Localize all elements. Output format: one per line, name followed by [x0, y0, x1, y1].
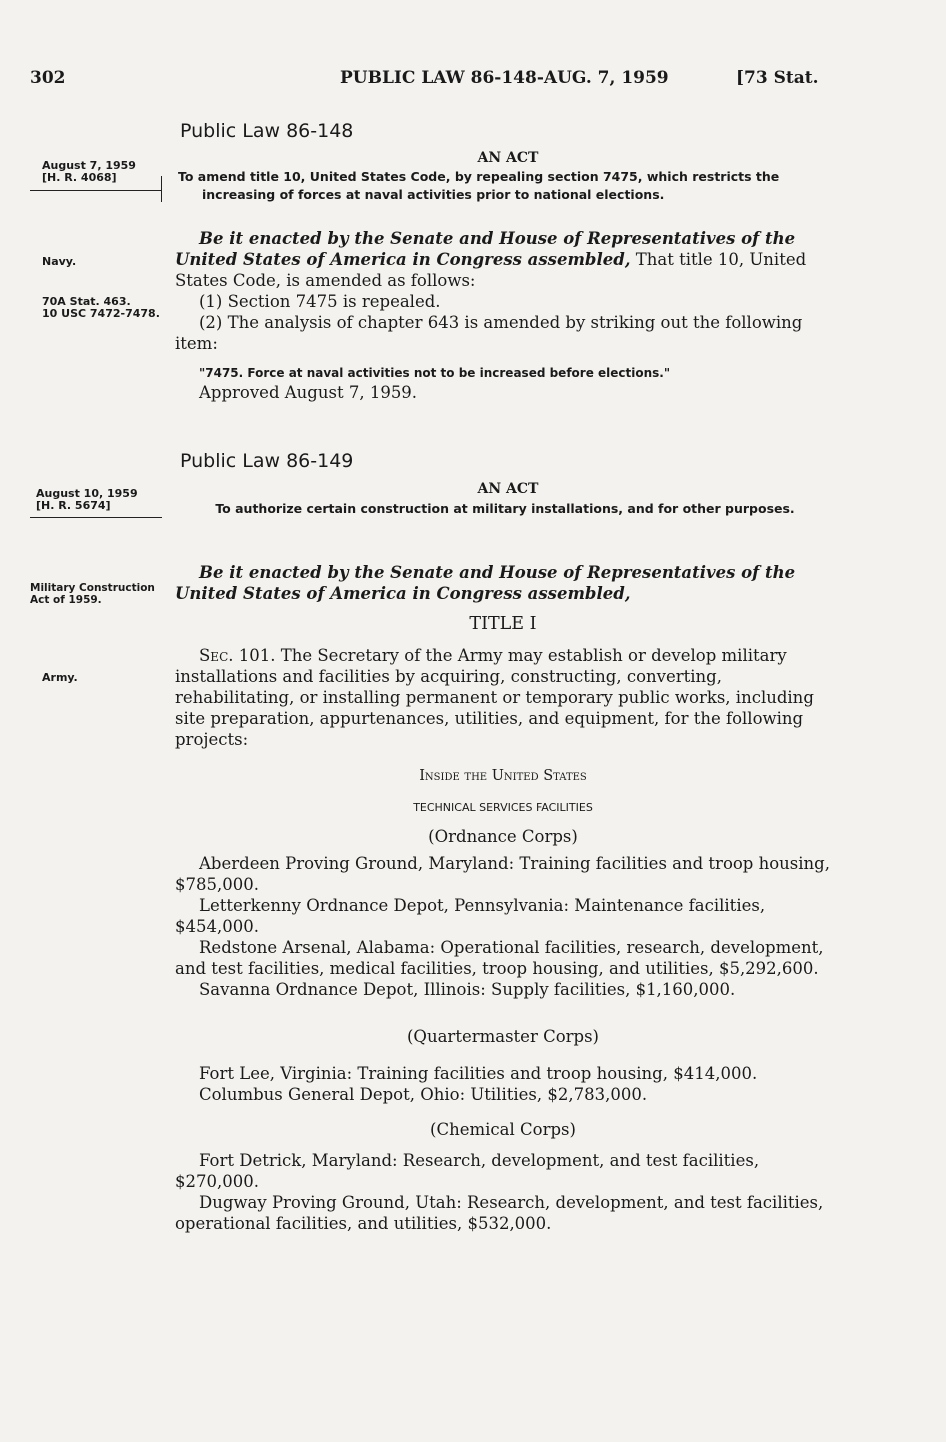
enacting-rest: That title 10, United States Code, is amended as follows:	[175, 250, 807, 290]
law-149-body	[175, 562, 831, 1234]
margin-stat: 70A Stat. 463.	[42, 295, 131, 308]
law-148-purpose	[178, 168, 833, 204]
law-149-date: August 10, 1959	[36, 487, 138, 500]
margin-navy: Navy.	[42, 255, 77, 268]
law-149-enacting-clause	[175, 562, 831, 604]
title-i-heading: TITLE I	[469, 614, 537, 634]
quartermaster-corps-heading: (Quartermaster Corps)	[407, 1027, 599, 1046]
enacting-italic: Be it enacted by the Senate and House of Representatives of the United States of America in Congress assembled,	[175, 229, 796, 269]
law-149-title: Public Law 86-149	[180, 450, 354, 472]
law-148-enacting-clause	[175, 228, 831, 291]
law-148-body	[175, 228, 831, 403]
ordnance-corps-heading: (Ordnance Corps)	[428, 827, 578, 846]
margin-army: Army.	[42, 671, 78, 684]
law-148-act-heading: AN ACT	[477, 150, 539, 166]
law-148-title: Public Law 86-148	[180, 120, 354, 142]
quartermaster-item: Columbus General Depot, Ohio: Utilities, $2,783,000.	[199, 1085, 648, 1104]
law-149-purpose-text: To authorize certain construction at military installations, and for other purposes.	[215, 501, 795, 516]
law-148-item-2: (2) The analysis of chapter 643 is amended by striking out the following item:	[175, 313, 803, 353]
enacting-italic-149: Be it enacted by the Senate and House of Representatives of the United States of America in Congress assembled,	[175, 563, 796, 603]
page-number: 302	[30, 68, 66, 88]
quartermaster-item: Fort Lee, Virginia: Training facilities and troop housing, $414,000.	[199, 1064, 758, 1083]
law-148-approved: Approved August 7, 1959.	[199, 383, 418, 402]
margin-rule-vertical	[161, 176, 162, 202]
section-101-text: The Secretary of the Army may establish or develop military installations and facilities by acquiring, constructing, converting, rehabilitating, or installing permanent or temporary public works, including site preparation, appurtenances, utilities, and equipment, for the following projects:	[175, 646, 814, 749]
law-148-bill: [H. R. 4068]	[42, 171, 117, 184]
law-149-margin-note	[36, 488, 160, 512]
margin-usc: 10 USC 7472-7478.	[42, 307, 160, 320]
law-149-bill: [H. R. 5674]	[36, 499, 111, 512]
ordnance-item: Redstone Arsenal, Alabama: Operational facilities, research, development, and test facilities, medical facilities, troop housing, and utilities, $5,292,600.	[175, 938, 824, 978]
running-title: PUBLIC LAW 86-148-AUG. 7, 1959	[340, 68, 669, 88]
margin-rule	[30, 190, 162, 191]
chemical-item: Dugway Proving Ground, Utah: Research, development, and test facilities, operational facilities, and utilities, $532,000.	[175, 1193, 824, 1233]
law-148-quote: "7475. Force at naval activities not to be increased before elections."	[199, 366, 671, 380]
law-148-date: August 7, 1959	[42, 159, 136, 172]
chemical-item: Fort Detrick, Maryland: Research, development, and test facilities, $270,000.	[175, 1151, 760, 1191]
margin-citations	[42, 296, 166, 320]
law-149-act-heading: AN ACT	[477, 481, 539, 497]
margin-rule-149	[30, 517, 162, 518]
ordnance-item: Savanna Ordnance Depot, Illinois: Supply facilities, $1,160,000.	[199, 980, 736, 999]
law-148-margin-note	[42, 160, 154, 184]
margin-mc-act: Military Construction Act of 1959.	[30, 582, 155, 606]
section-101-label: Sec. 101.	[199, 646, 276, 665]
law-148-item-1: (1) Section 7475 is repealed.	[199, 292, 441, 311]
law-149-purpose	[190, 500, 820, 518]
law-148-purpose-text: To amend title 10, United States Code, by repealing section 7475, which restricts the increasing of forces at naval activities prior to national elections.	[178, 169, 780, 202]
technical-services-heading: TECHNICAL SERVICES FACILITIES	[413, 801, 593, 814]
chemical-corps-heading: (Chemical Corps)	[430, 1120, 576, 1139]
ordnance-item: Letterkenny Ordnance Depot, Pennsylvania: Maintenance facilities, $454,000.	[175, 896, 766, 936]
ordnance-item: Aberdeen Proving Ground, Maryland: Training facilities and troop housing, $785,000.	[175, 854, 830, 894]
volume-citation: [73 Stat.	[736, 68, 819, 88]
section-101	[175, 645, 831, 750]
inside-us-heading: Inside the United States	[419, 768, 587, 784]
